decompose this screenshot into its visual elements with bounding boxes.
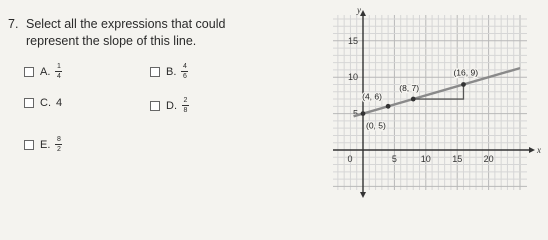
x-tick-label: 0 (347, 154, 353, 164)
choice-e-denominator: 2 (56, 146, 61, 153)
x-tick-label: 5 (391, 154, 397, 164)
choice-a-letter: A. (40, 65, 51, 78)
choice-d-numerator: 2 (183, 97, 188, 104)
y-tick-label: 10 (347, 72, 358, 83)
point-label: (8, 7) (399, 83, 420, 94)
point-label: (4, 6) (362, 91, 382, 102)
question-line-2: represent the slope of this line. (26, 34, 197, 48)
question-line-1: Select all the expressions that could (26, 17, 226, 31)
choice-c-value: 4 (56, 97, 63, 109)
x-tick-label: 20 (483, 154, 494, 164)
y-tick-label: 15 (347, 35, 358, 46)
choice-b-numerator: 4 (182, 63, 187, 70)
question-number: 7. (8, 17, 19, 31)
choice-b-letter: B. (166, 65, 177, 78)
choice-a-numerator: 1 (56, 63, 61, 70)
x-axis-label: x (537, 145, 541, 155)
y-axis-arrow-down (360, 192, 366, 198)
choice-a-denominator: 4 (56, 73, 61, 80)
choice-d-letter: D. (166, 99, 177, 112)
y-tick-label: 5 (352, 108, 358, 119)
point-marker (386, 104, 391, 109)
x-tick-label: 15 (452, 154, 463, 164)
y-axis-label: y (357, 5, 361, 15)
point-marker (361, 111, 366, 116)
point-label: (16, 9) (453, 67, 479, 78)
point-marker (461, 82, 466, 87)
point-label: (0, 5) (366, 120, 386, 131)
choice-e-numerator: 8 (56, 136, 61, 143)
choice-b-denominator: 6 (182, 73, 187, 80)
choice-c-letter: C. (40, 97, 51, 109)
choice-e-letter: E. (40, 138, 51, 151)
choice-d-denominator: 8 (183, 107, 188, 114)
x-tick-label: 10 (420, 154, 431, 164)
point-marker (411, 97, 416, 102)
x-axis-arrow (529, 147, 535, 153)
